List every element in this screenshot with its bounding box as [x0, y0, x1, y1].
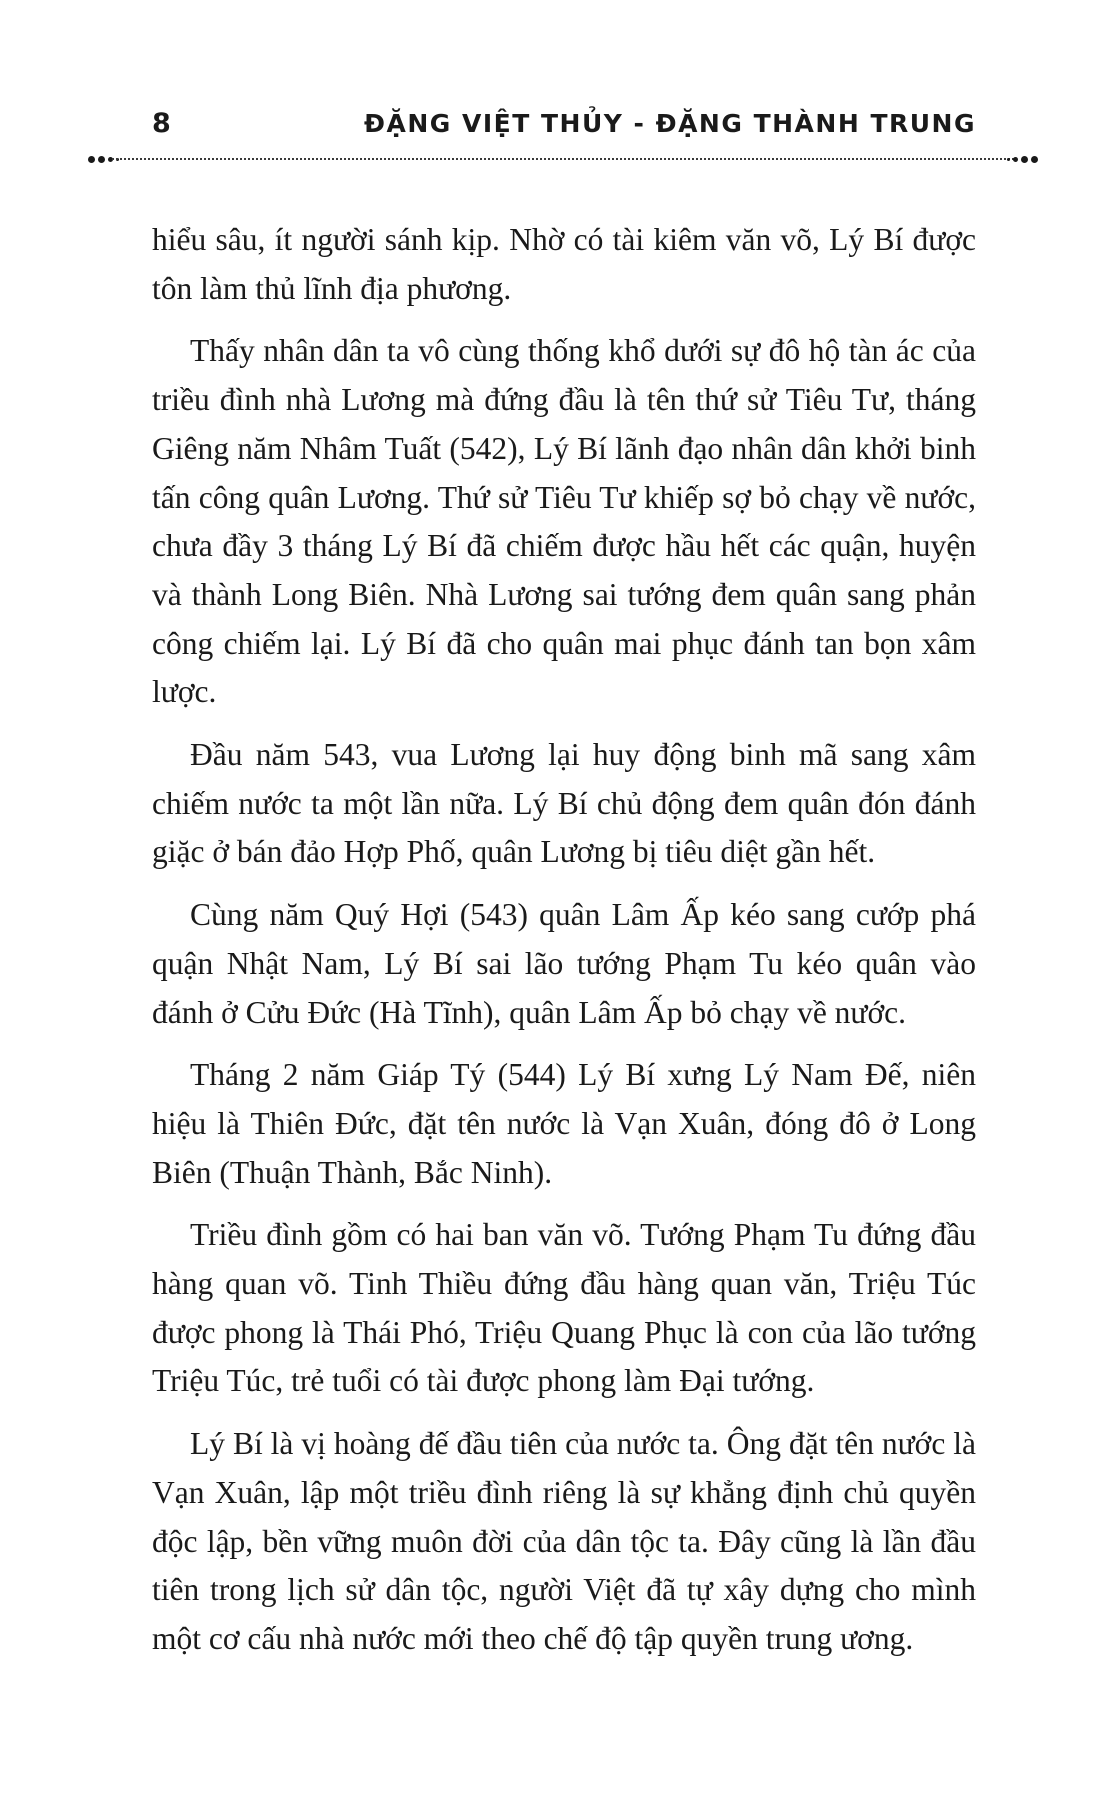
paragraph-continued: hiểu sâu, ít người sánh kịp. Nhờ có tài kiêm văn võ, Lý Bí được tôn làm thủ lĩnh địa phương.: [152, 222, 976, 306]
ornament-dot: [88, 156, 95, 163]
ornament-dot: [1021, 156, 1028, 163]
divider-right-ornament: [1007, 154, 1038, 164]
paragraph: Thấy nhân dân ta vô cùng thống khổ dưới sự đô hộ tàn ác của triều đình nhà Lương mà đứng đầu là tên thứ sử Tiêu Tư, tháng Giêng năm Nhâm Tuất (542), Lý Bí lãnh đạo nhân dân khởi binh tấn công quân Lương. Thứ sử Tiêu Tư khiếp sợ bỏ chạy về nước, chưa đầy 3 tháng Lý Bí đã chiếm được hầu hết các quận, huyện và thành Long Biên. Nhà Lương sai tướng đem quân sang phản công chiếm lại. Lý Bí đã cho quân mai phục đánh tan bọn xâm lược.: [152, 333, 976, 710]
running-head: ĐẶNG VIỆT THỦY - ĐẶNG THÀNH TRUNG: [364, 109, 976, 138]
paragraph: Đầu năm 543, vua Lương lại huy động binh mã sang xâm chiếm nước ta một lần nữa. Lý Bí chủ động đem quân đón đánh giặc ở bán đảo Hợp Phố, quân Lương bị tiêu diệt gần hết.: [152, 737, 976, 870]
paragraph: Cùng năm Quý Hợi (543) quân Lâm Ấp kéo sang cướp phá quận Nhật Nam, Lý Bí sai lão tướng Phạm Tu kéo quân vào đánh ở Cửu Đức (Hà Tĩnh), quân Lâm Ấp bỏ chạy về nước.: [152, 897, 976, 1030]
ornament-dot: [1013, 157, 1018, 162]
paragraph: Lý Bí là vị hoàng đế đầu tiên của nước ta. Ông đặt tên nước là Vạn Xuân, lập một triều đình riêng là sự khẳng định chủ quyền độc lập, bền vững muôn đời của dân tộc ta. Đây cũng là lần đầu tiên trong lịch sử dân tộc, người Việt đã tự xây dựng cho mình một cơ cấu nhà nước mới theo chế độ tập quyền trung ương.: [152, 1426, 976, 1656]
page-header: [152, 104, 976, 144]
paragraph: Tháng 2 năm Giáp Tý (544) Lý Bí xưng Lý Nam Đế, niên hiệu là Thiên Đức, đặt tên nước là Vạn Xuân, đóng đô ở Long Biên (Thuận Thành, Bắc Ninh).: [152, 1057, 976, 1190]
body-text: [152, 216, 976, 1678]
ornament-dot: [1031, 156, 1038, 163]
paragraph: Triều đình gồm có hai ban văn võ. Tướng Phạm Tu đứng đầu hàng quan võ. Tinh Thiều đứng đầu hàng quan văn, Triệu Túc được phong là Thái Phó, Triệu Quang Phục là con của lão tướng Triệu Túc, trẻ tuổi có tài được phong làm Đại tướng.: [152, 1217, 976, 1399]
ornament-dot: [98, 156, 105, 163]
dotted-rule: [112, 158, 1014, 160]
header-divider: [88, 154, 1038, 164]
page-number: 8: [152, 108, 171, 139]
ornament-dot: [1007, 158, 1010, 161]
